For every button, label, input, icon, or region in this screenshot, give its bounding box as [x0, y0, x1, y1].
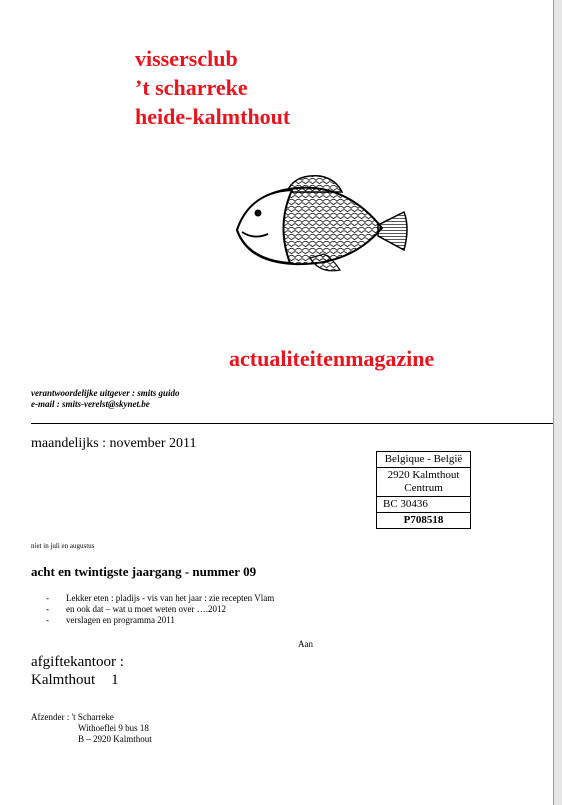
club-name-line1: vissersclub [135, 46, 238, 71]
club-name-line3: heide-kalmthout [135, 104, 291, 129]
sender-name: 't Scharreke [71, 712, 114, 722]
publisher-line: verantwoordelijke uitgever : smits guido [31, 388, 180, 398]
list-item: - verslagen en programma 2011 [46, 615, 175, 625]
publisher-info [31, 388, 180, 410]
page-shadow [554, 0, 562, 805]
sender-city: B – 2920 Kalmthout [78, 734, 152, 744]
divider [31, 423, 553, 424]
postage-box [376, 451, 471, 529]
publisher-email: e-mail : smits-verelst@skynet.be [31, 399, 150, 409]
frequency-date: maandelijks : november 2011 [31, 436, 197, 451]
delivery-office-label: afgiftekantoor : [31, 654, 124, 670]
fish-icon [232, 170, 412, 280]
delivery-office-city: Kalmthout [31, 672, 96, 688]
postage-permit: P708518 [403, 514, 444, 526]
sender-street: Withoeflei 9 bus 18 [78, 723, 149, 733]
publication-note: niet in juli en augustus [31, 542, 95, 550]
sender-address [31, 712, 152, 745]
sender-first-line [31, 712, 152, 723]
postage-bc-number: BC 30436 [377, 497, 470, 513]
recipient-label: Aan [298, 639, 313, 649]
sender-label: Afzender : [31, 712, 70, 722]
delivery-office-number: 1 [111, 672, 119, 688]
club-name [135, 44, 290, 131]
contents-list [46, 593, 274, 626]
postage-city-block [377, 468, 470, 497]
postage-office: Centrum [404, 482, 443, 494]
delivery-office-city-line [31, 671, 124, 689]
postage-country: Belgique - België [377, 452, 470, 468]
magazine-title: actualiteitenmagazine [229, 346, 435, 371]
delivery-office [31, 653, 124, 689]
volume-number: acht en twintigste jaargang - nummer 09 [31, 564, 257, 579]
list-item: - en ook dat – wat u moet weten over ….2012 [46, 604, 226, 614]
list-item: - Lekker eten : pladijs - vis van het jaar : zie recepten Vlam [46, 593, 275, 603]
postage-postcode-city: 2920 Kalmthout [387, 469, 460, 481]
club-name-line2: ’t scharreke [135, 75, 248, 100]
